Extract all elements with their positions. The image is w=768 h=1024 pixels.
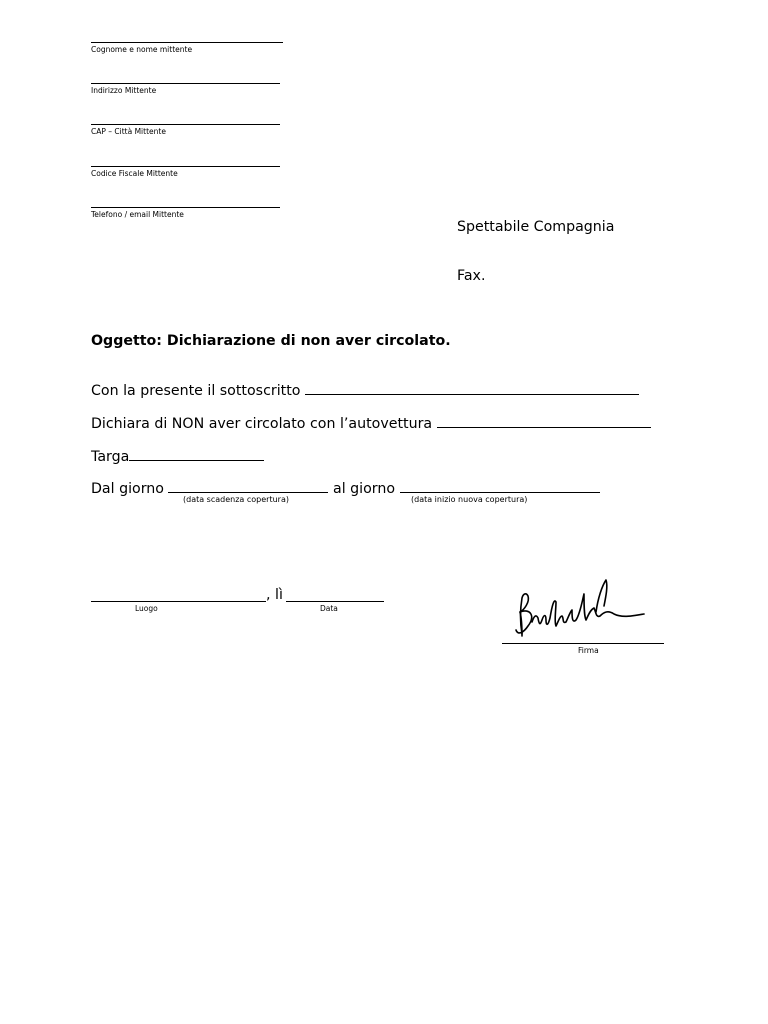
sender-city-line [91, 124, 280, 125]
body-line-plate [91, 447, 264, 465]
body-line-signer [91, 381, 639, 399]
recipient-company: Spettabile Compagnia [457, 219, 615, 235]
hint-new-coverage-date: (data inizio nuova copertura) [411, 495, 528, 504]
date-label: Data [320, 604, 338, 613]
signature-label: Firma [578, 646, 599, 655]
signer-name-blank [305, 381, 639, 395]
body-line-vehicle [91, 414, 651, 432]
plate-text: Targa [91, 449, 130, 465]
vehicle-text: Dichiara di NON aver circolato con l’autovettura [91, 416, 433, 432]
sender-name-line [91, 42, 283, 43]
sender-taxcode-label: Codice Fiscale Mittente [91, 169, 178, 178]
sender-city-label: CAP – Città Mittente [91, 127, 166, 136]
vehicle-blank [437, 414, 651, 428]
subject-line: Oggetto: Dichiarazione di non aver circolato. [91, 333, 451, 349]
date-from-blank [168, 479, 328, 493]
signer-text: Con la presente il sottoscritto [91, 383, 301, 399]
sender-address-line [91, 83, 280, 84]
handwritten-signature [510, 572, 650, 644]
sender-taxcode-line [91, 166, 280, 167]
sender-address-label: Indirizzo Mittente [91, 86, 157, 95]
sender-contact-label: Telefono / email Mittente [91, 210, 184, 219]
signature-line [502, 643, 664, 644]
date-separator: , lì [266, 587, 283, 603]
hint-expiry-date: (data scadenza copertura) [183, 495, 289, 504]
period-to-text: al giorno [333, 481, 396, 497]
sender-contact-line [91, 207, 280, 208]
place-line [91, 601, 266, 602]
date-to-blank [400, 479, 600, 493]
plate-blank [129, 447, 264, 461]
sender-name-label: Cognome e nome mittente [91, 45, 193, 54]
place-label: Luogo [135, 604, 158, 613]
period-from-text: Dal giorno [91, 481, 164, 497]
date-line [286, 601, 384, 602]
recipient-fax: Fax. [457, 268, 486, 284]
